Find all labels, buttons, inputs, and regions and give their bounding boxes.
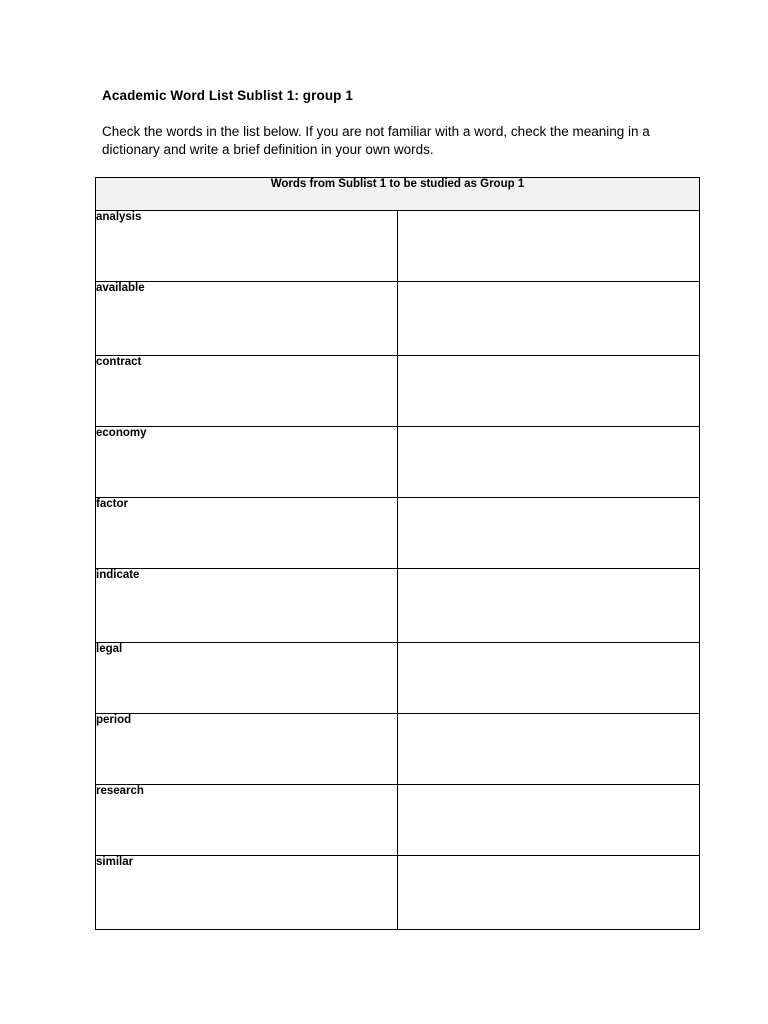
table-row bbox=[96, 785, 700, 856]
table-row bbox=[96, 427, 700, 498]
word-cell: economy bbox=[96, 427, 398, 498]
definition-cell[interactable] bbox=[398, 569, 700, 643]
instructions-text: Check the words in the list below. If you are not familiar with a word, check the meaning in a dictionary and write a brief definition in your own words. bbox=[102, 124, 650, 157]
table-row bbox=[96, 569, 700, 643]
table-row bbox=[96, 211, 700, 282]
definition-cell[interactable] bbox=[398, 785, 700, 856]
table-row bbox=[96, 856, 700, 930]
table-row bbox=[96, 714, 700, 785]
word-cell: research bbox=[96, 785, 398, 856]
definition-cell[interactable] bbox=[398, 356, 700, 427]
document-title: Academic Word List Sublist 1: group 1 bbox=[102, 88, 353, 103]
table-row bbox=[96, 356, 700, 427]
table-row bbox=[96, 282, 700, 356]
word-cell: similar bbox=[96, 856, 398, 930]
definition-cell[interactable] bbox=[398, 643, 700, 714]
word-cell: factor bbox=[96, 498, 398, 569]
word-cell: indicate bbox=[96, 569, 398, 643]
definition-cell[interactable] bbox=[398, 498, 700, 569]
table-header: Words from Sublist 1 to be studied as Group 1 bbox=[96, 178, 700, 211]
definition-cell[interactable] bbox=[398, 282, 700, 356]
definition-cell[interactable] bbox=[398, 714, 700, 785]
word-cell: contract bbox=[96, 356, 398, 427]
word-cell: available bbox=[96, 282, 398, 356]
definition-cell[interactable] bbox=[398, 856, 700, 930]
table-header-row bbox=[96, 178, 700, 211]
table-row bbox=[96, 498, 700, 569]
word-cell: legal bbox=[96, 643, 398, 714]
definition-cell[interactable] bbox=[398, 211, 700, 282]
word-table bbox=[95, 177, 700, 930]
definition-cell[interactable] bbox=[398, 427, 700, 498]
word-cell: analysis bbox=[96, 211, 398, 282]
word-cell: period bbox=[96, 714, 398, 785]
table-row bbox=[96, 643, 700, 714]
